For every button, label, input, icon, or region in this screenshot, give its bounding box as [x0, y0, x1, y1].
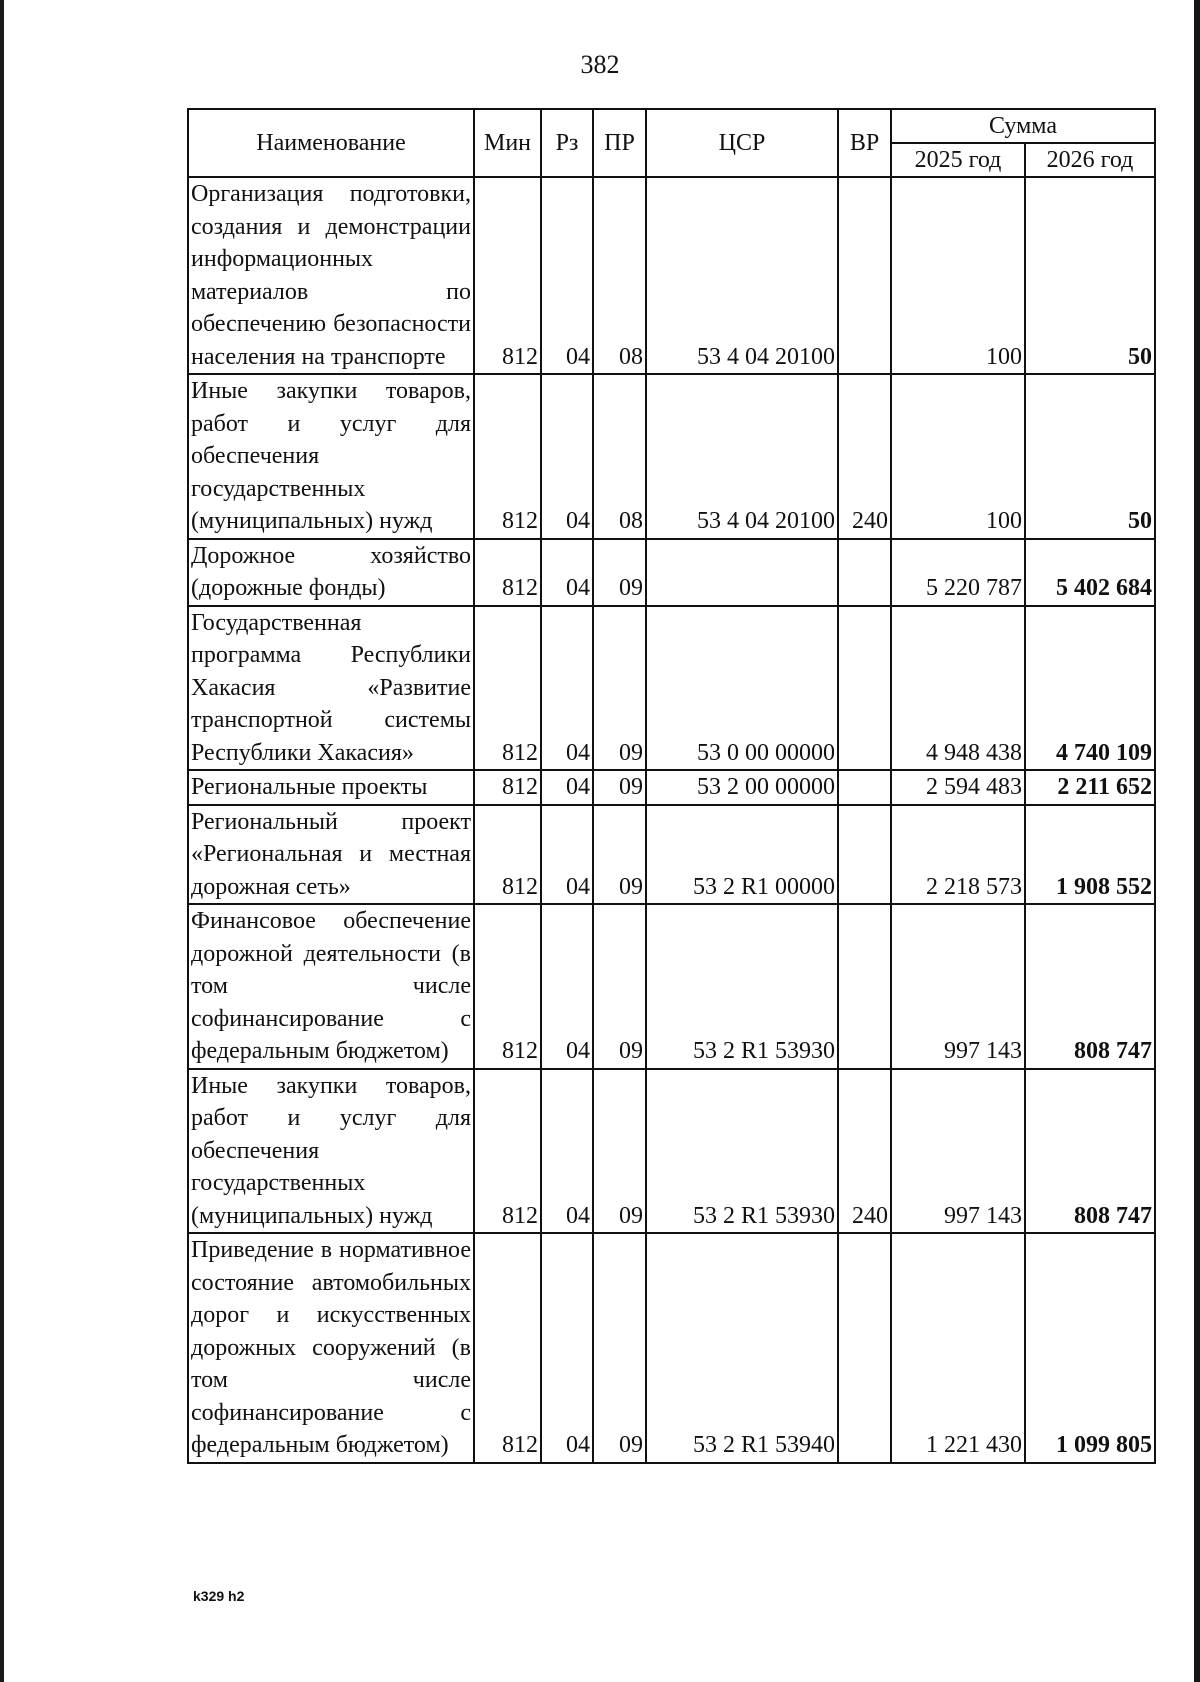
row-vr: 240: [838, 1069, 891, 1234]
row-vr: 240: [838, 374, 891, 539]
page-number: 382: [580, 50, 620, 79]
row-amount-2026: 5 402 684: [1025, 539, 1155, 606]
row-pr: 09: [593, 1069, 646, 1234]
row-vr: [838, 177, 891, 374]
row-rz: 04: [541, 539, 593, 606]
row-rz: 04: [541, 374, 593, 539]
header-min: Мин: [474, 109, 541, 177]
row-vr: [838, 770, 891, 805]
row-rz: 04: [541, 1069, 593, 1234]
row-rz: 04: [541, 177, 593, 374]
header-year-2025: 2025 год: [891, 143, 1025, 177]
header-year-2026: 2026 год: [1025, 143, 1155, 177]
row-min: 812: [474, 904, 541, 1069]
row-pr: 09: [593, 606, 646, 771]
row-min: 812: [474, 177, 541, 374]
table-row: [188, 1069, 1155, 1234]
row-amount-2025: 5 220 787: [891, 539, 1025, 606]
row-amount-2026: 1 908 552: [1025, 805, 1155, 905]
footer-code: k329 h2: [193, 1588, 245, 1604]
row-pr: 09: [593, 1233, 646, 1463]
row-csr: 53 2 R1 53930: [646, 1069, 838, 1234]
row-name: Государственная программа Республики Хакасия «Развитие транспортной системы Республики Хакасия»: [188, 606, 474, 771]
row-amount-2026: 50: [1025, 177, 1155, 374]
row-csr: 53 2 R1 00000: [646, 805, 838, 905]
row-pr: 08: [593, 374, 646, 539]
row-amount-2025: 997 143: [891, 1069, 1025, 1234]
row-min: 812: [474, 606, 541, 771]
header-name: Наименование: [188, 109, 474, 177]
table-row: [188, 904, 1155, 1069]
row-rz: 04: [541, 606, 593, 771]
row-name: Иные закупки товаров, работ и услуг для обеспечения государственных (муниципальных) нужд: [188, 374, 474, 539]
table-row: [188, 805, 1155, 905]
row-amount-2026: 50: [1025, 374, 1155, 539]
row-csr: 53 0 00 00000: [646, 606, 838, 771]
row-min: 812: [474, 1069, 541, 1234]
row-amount-2026: 808 747: [1025, 1069, 1155, 1234]
row-amount-2025: 1 221 430: [891, 1233, 1025, 1463]
row-pr: 09: [593, 770, 646, 805]
row-name: Региональные проекты: [188, 770, 474, 805]
row-csr: 53 2 R1 53940: [646, 1233, 838, 1463]
table-row: [188, 539, 1155, 606]
row-name: Региональный проект «Региональная и местная дорожная сеть»: [188, 805, 474, 905]
row-csr: 53 4 04 20100: [646, 177, 838, 374]
row-amount-2026: 1 099 805: [1025, 1233, 1155, 1463]
row-amount-2025: 100: [891, 374, 1025, 539]
scan-edge-right: [1194, 0, 1200, 1682]
table-row: [188, 374, 1155, 539]
table-row: [188, 606, 1155, 771]
row-name: Организация подготовки, создания и демонстрации информационных материалов по обеспечению безопасности населения на транспорте: [188, 177, 474, 374]
header-rz: Рз: [541, 109, 593, 177]
row-pr: 09: [593, 805, 646, 905]
row-min: 812: [474, 374, 541, 539]
row-min: 812: [474, 1233, 541, 1463]
row-rz: 04: [541, 805, 593, 905]
row-vr: [838, 539, 891, 606]
row-name: Приведение в нормативное состояние автомобильных дорог и искусственных дорожных сооружений (в том числе софинансирование с федеральным бюджетом): [188, 1233, 474, 1463]
row-name: Иные закупки товаров, работ и услуг для обеспечения государственных (муниципальных) нужд: [188, 1069, 474, 1234]
row-min: 812: [474, 539, 541, 606]
row-vr: [838, 805, 891, 905]
header-vr: ВР: [838, 109, 891, 177]
row-amount-2026: 808 747: [1025, 904, 1155, 1069]
row-name: Финансовое обеспечение дорожной деятельности (в том числе софинансирование с федеральным бюджетом): [188, 904, 474, 1069]
scan-edge-left: [0, 0, 4, 1682]
header-sum: Сумма: [891, 109, 1155, 143]
row-csr: 53 4 04 20100: [646, 374, 838, 539]
row-pr: 09: [593, 904, 646, 1069]
row-pr: 09: [593, 539, 646, 606]
table-row: [188, 1233, 1155, 1463]
row-amount-2025: 2 218 573: [891, 805, 1025, 905]
row-min: 812: [474, 805, 541, 905]
table-row: [188, 177, 1155, 374]
row-amount-2026: 4 740 109: [1025, 606, 1155, 771]
row-vr: [838, 1233, 891, 1463]
row-rz: 04: [541, 1233, 593, 1463]
header-csr: ЦСР: [646, 109, 838, 177]
row-csr: [646, 539, 838, 606]
row-csr: 53 2 00 00000: [646, 770, 838, 805]
row-vr: [838, 606, 891, 771]
table-row: [188, 770, 1155, 805]
row-amount-2025: 4 948 438: [891, 606, 1025, 771]
row-pr: 08: [593, 177, 646, 374]
row-amount-2025: 100: [891, 177, 1025, 374]
budget-table: [187, 108, 1156, 1464]
row-vr: [838, 904, 891, 1069]
row-amount-2026: 2 211 652: [1025, 770, 1155, 805]
row-rz: 04: [541, 770, 593, 805]
row-name: Дорожное хозяйство (дорожные фонды): [188, 539, 474, 606]
header-pr: ПР: [593, 109, 646, 177]
row-csr: 53 2 R1 53930: [646, 904, 838, 1069]
row-rz: 04: [541, 904, 593, 1069]
row-amount-2025: 2 594 483: [891, 770, 1025, 805]
row-min: 812: [474, 770, 541, 805]
row-amount-2025: 997 143: [891, 904, 1025, 1069]
